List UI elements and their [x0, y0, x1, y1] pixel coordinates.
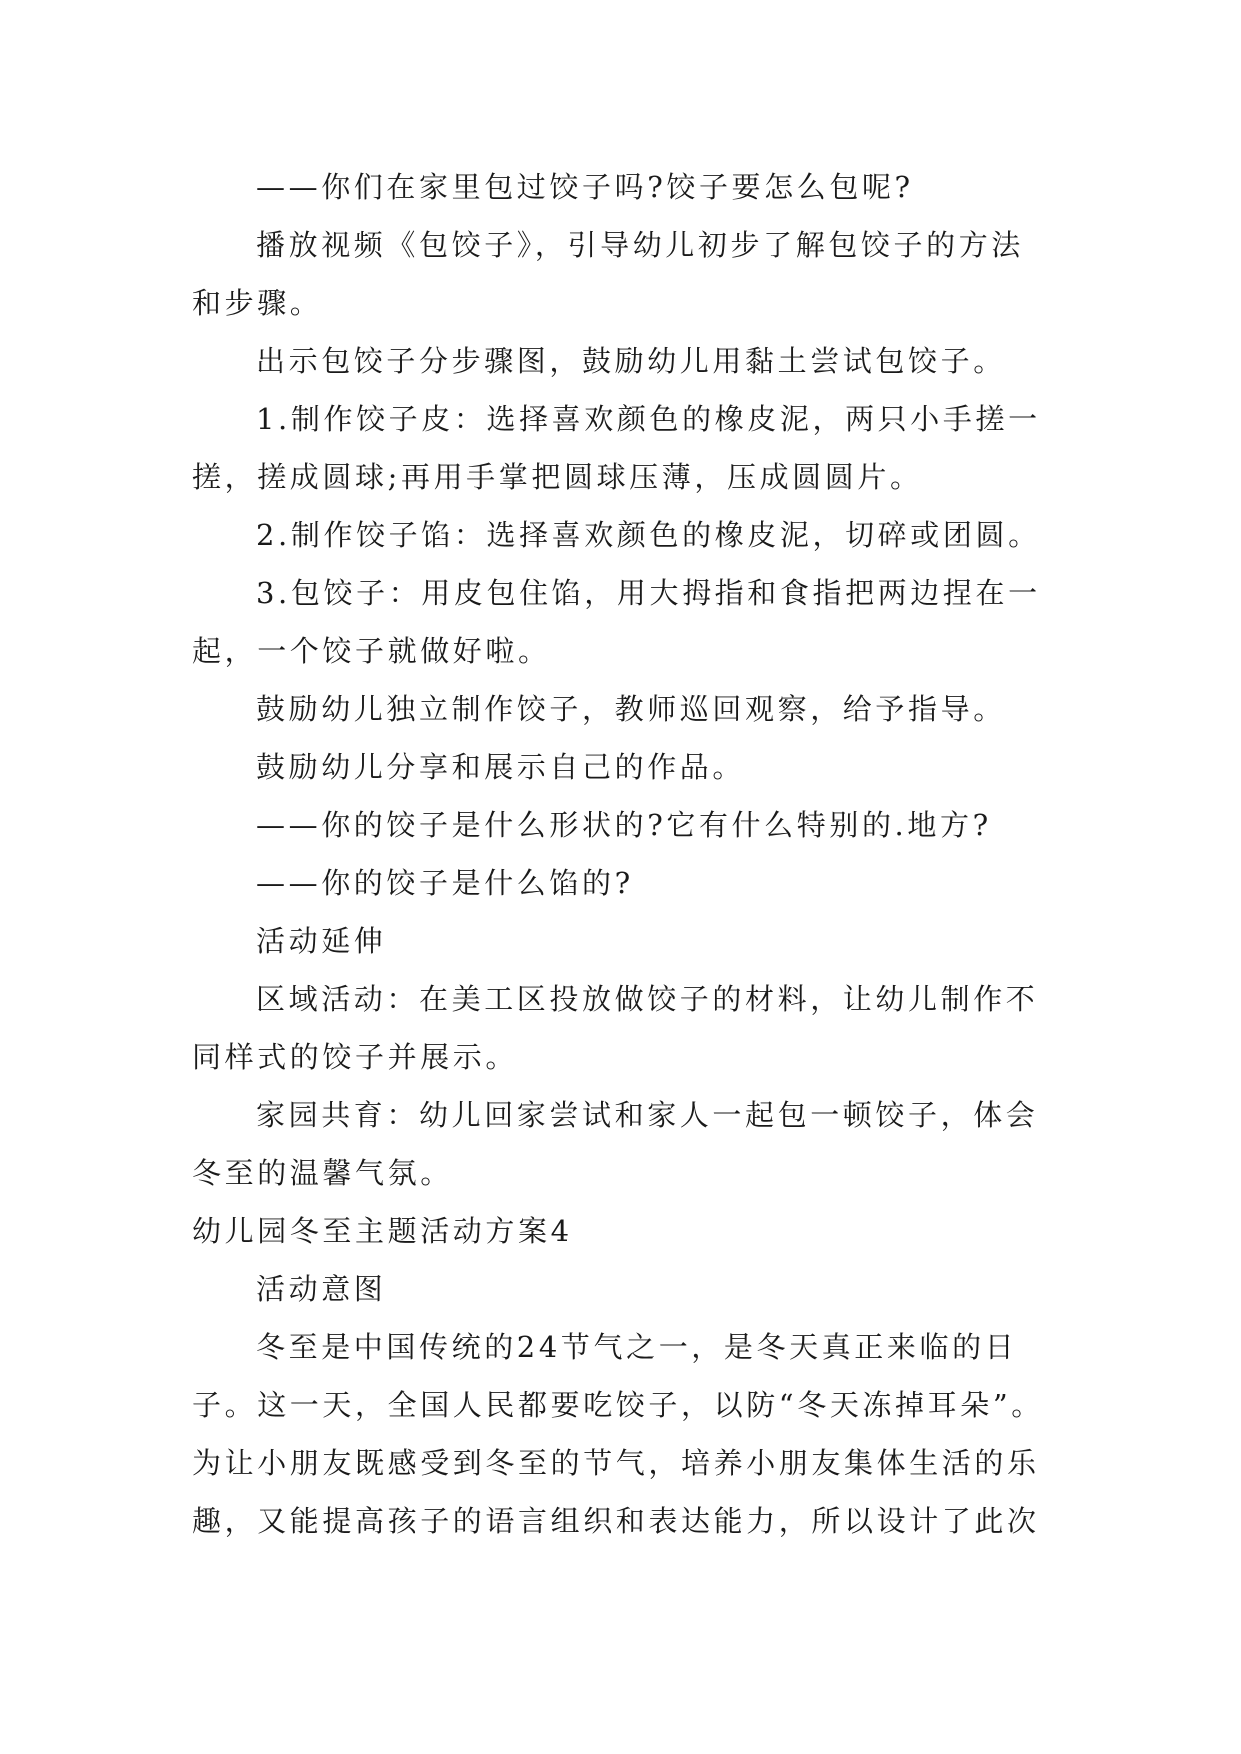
document-page [192, 158, 1062, 1550]
text-line: ——你的饺子是什么形状的?它有什么特别的.地方? [256, 808, 992, 842]
text-line: 搓，搓成圆球;再用手掌把圆球压薄，压成圆圆片。 [192, 460, 923, 494]
document-title: 幼儿园冬至主题活动方案4 [192, 1214, 573, 1248]
text-line: 出示包饺子分步骤图，鼓励幼儿用黏土尝试包饺子。 [256, 344, 1006, 378]
text-line: ——你的饺子是什么馅的? [256, 866, 634, 900]
section-heading-activity-extension: 活动延伸 [256, 924, 387, 958]
section-heading-activity-intent: 活动意图 [256, 1272, 387, 1306]
text-line: 和步骤。 [192, 286, 323, 320]
text-line: 鼓励幼儿分享和展示自己的作品。 [256, 750, 746, 784]
text-line: 3.包饺子：用皮包住馅，用大拇指和食指把两边捏在一 [256, 576, 1041, 610]
text-line: ——你们在家里包过饺子吗?饺子要怎么包呢? [256, 170, 914, 204]
text-line: 子。这一天，全国人民都要吃饺子，以防“冬天冻掉耳朵”。 [192, 1388, 1044, 1422]
text-line: 起，一个饺子就做好啦。 [192, 634, 551, 668]
text-line: 2.制作饺子馅：选择喜欢颜色的橡皮泥，切碎或团圆。 [256, 518, 1041, 552]
text-line: 冬至是中国传统的24节气之一，是冬天真正来临的日 [256, 1330, 1018, 1364]
text-line: 趣，又能提高孩子的语言组织和表达能力，所以设计了此次 [192, 1504, 1040, 1538]
text-line: 鼓励幼儿独立制作饺子，教师巡回观察，给予指导。 [256, 692, 1006, 726]
text-line: 1.制作饺子皮：选择喜欢颜色的橡皮泥，两只小手搓一 [256, 402, 1041, 436]
text-line: 冬至的温馨气氛。 [192, 1156, 453, 1190]
text-line: 区域活动：在美工区投放做饺子的材料，让幼儿制作不 [256, 982, 1039, 1016]
text-line: 同样式的饺子并展示。 [192, 1040, 519, 1074]
text-line: 为让小朋友既感受到冬至的节气，培养小朋友集体生活的乐 [192, 1446, 1040, 1480]
text-line: 播放视频《包饺子》，引导幼儿初步了解包饺子的方法 [256, 228, 1024, 262]
text-line: 家园共育：幼儿回家尝试和家人一起包一顿饺子，体会 [256, 1098, 1039, 1132]
